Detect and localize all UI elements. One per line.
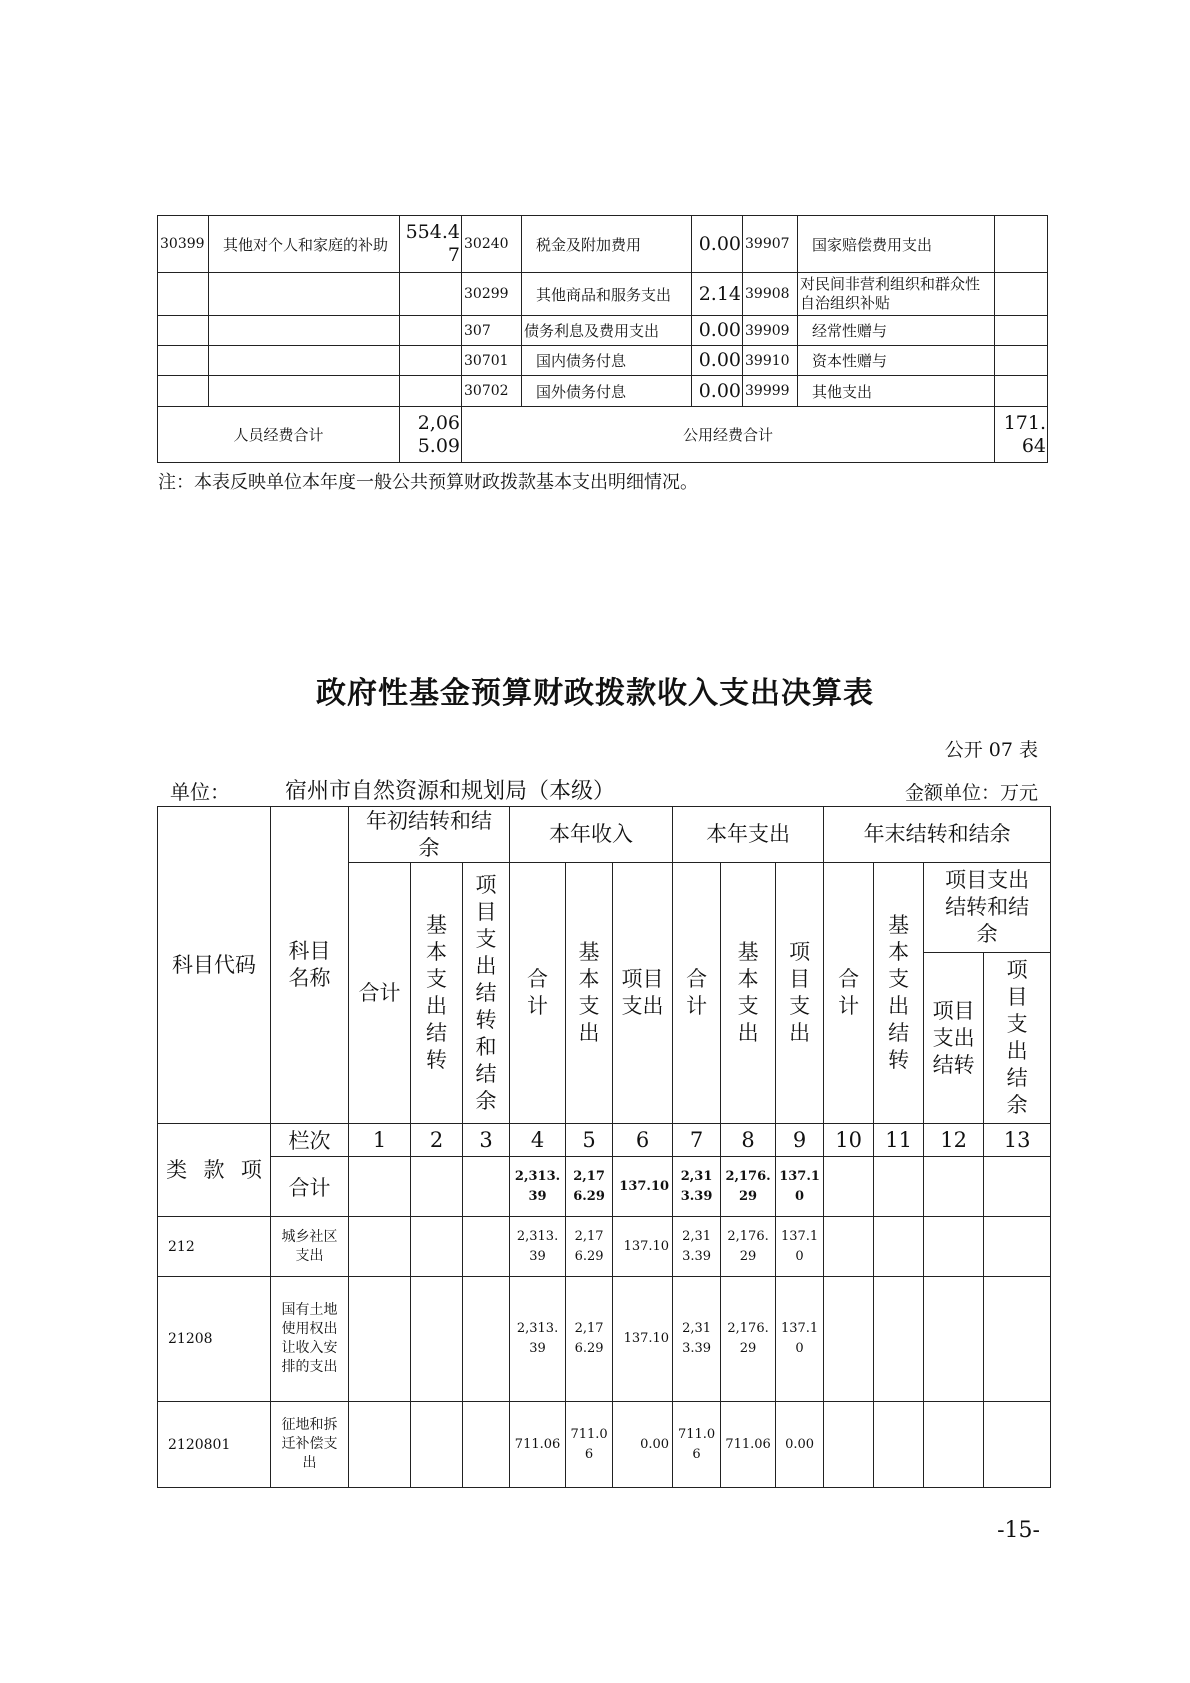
column-number: 6 (613, 1124, 673, 1157)
table-cell: 2,313.39 (510, 1277, 566, 1402)
table-cell: 137.10 (613, 1217, 673, 1277)
table-cell: 2,176.29 (566, 1277, 613, 1402)
econ-name: 国外债务付息 (522, 376, 692, 407)
header-row (158, 807, 1051, 863)
table-cell (924, 1402, 984, 1488)
page-number: -15- (997, 1518, 1040, 1543)
amount (995, 273, 1048, 316)
econ-name (209, 273, 400, 316)
income-header: 本年收入 (510, 807, 673, 863)
table-cell: 137.10 (613, 1277, 673, 1402)
amount: 0.00 (692, 346, 743, 376)
subject-name-header: 科目名称 (271, 807, 349, 1124)
fund-budget-table (157, 806, 1051, 1488)
table-cell (411, 1277, 463, 1402)
table-cell: 711.06 (673, 1402, 721, 1488)
econ-code: 307 (462, 316, 522, 346)
total-cell (411, 1157, 463, 1217)
total-cell: 2,313.39 (510, 1157, 566, 1217)
xiang-label: 项 (240, 1157, 262, 1182)
econ-name: 其他商品和服务支出 (522, 273, 692, 316)
econ-name: 资本性赠与 (798, 346, 995, 376)
table-row (158, 1402, 1051, 1488)
personnel-total-value: 2,065.09 (400, 407, 462, 463)
public-total-value: 171.64 (995, 407, 1048, 463)
column-number-row (158, 1124, 1051, 1157)
econ-name (209, 346, 400, 376)
end-project-balance-header: 项目支出结余 (984, 953, 1051, 1124)
column-number: 8 (721, 1124, 776, 1157)
table-cell (411, 1217, 463, 1277)
personnel-total-label: 人员经费合计 (158, 407, 400, 463)
column-number: 5 (566, 1124, 613, 1157)
table-cell: 2,313.39 (673, 1217, 721, 1277)
table-cell: 2,313.39 (673, 1277, 721, 1402)
table-cell (824, 1402, 874, 1488)
subject-code-header: 科目代码 (158, 807, 271, 1124)
lei-label: 类 (166, 1157, 188, 1182)
econ-name: 债务利息及费用支出 (522, 316, 692, 346)
econ-name: 经常性赠与 (798, 316, 995, 346)
begin-balance-header: 年初结转和结余 (349, 807, 510, 863)
table-cell: 2,313.39 (510, 1217, 566, 1277)
total-cell (874, 1157, 924, 1217)
row-code: 21208 (158, 1277, 271, 1402)
table-cell: 711.06 (566, 1402, 613, 1488)
table-cell (463, 1402, 510, 1488)
row-code: 2120801 (158, 1402, 271, 1488)
row-code: 212 (158, 1217, 271, 1277)
table-row (158, 346, 1048, 376)
amount: 2.14 (692, 273, 743, 316)
econ-code: 30299 (462, 273, 522, 316)
row-name: 城乡社区支出 (271, 1217, 349, 1277)
amount (400, 316, 462, 346)
unit-label: 单位： (170, 780, 230, 804)
kuan-label: 款 (203, 1157, 225, 1182)
column-number: 9 (776, 1124, 824, 1157)
econ-code (158, 316, 209, 346)
econ-code: 30240 (462, 216, 522, 273)
econ-name (209, 316, 400, 346)
column-number: 11 (874, 1124, 924, 1157)
table-cell (874, 1402, 924, 1488)
table-cell: 2,176.29 (721, 1277, 776, 1402)
econ-name: 其他支出 (798, 376, 995, 407)
column-number: 12 (924, 1124, 984, 1157)
expense-project-header: 项目支出 (776, 863, 824, 1124)
amount (400, 273, 462, 316)
column-number: 10 (824, 1124, 874, 1157)
expense-total-header: 合计 (673, 863, 721, 1124)
table-cell: 0.00 (776, 1402, 824, 1488)
total-cell (924, 1157, 984, 1217)
table-cell: 711.06 (721, 1402, 776, 1488)
unit-name: 宿州市自然资源和规划局（本级） (285, 779, 616, 804)
econ-name: 税金及附加费用 (522, 216, 692, 273)
table-cell: 2,176.29 (566, 1217, 613, 1277)
amount (995, 346, 1048, 376)
end-project-carry-header: 项目支出结转 (924, 953, 984, 1124)
begin-basic-carry-header: 基本支出结转 (411, 863, 463, 1124)
table-row (158, 316, 1048, 346)
table-cell: 0.00 (613, 1402, 673, 1488)
total-cell (349, 1157, 411, 1217)
table-cell: 137.10 (776, 1217, 824, 1277)
table-cell (349, 1402, 411, 1488)
begin-total-header: 合计 (349, 863, 411, 1124)
table-cell (874, 1277, 924, 1402)
page-title: 政府性基金预算财政拨款收入支出决算表 (316, 676, 874, 711)
income-total-header: 合计 (510, 863, 566, 1124)
econ-code: 39908 (743, 273, 798, 316)
total-cell: 137.10 (776, 1157, 824, 1217)
end-balance-header: 年末结转和结余 (824, 807, 1051, 863)
total-cell: 2,313.39 (673, 1157, 721, 1217)
total-cell: 137.10 (613, 1157, 673, 1217)
table-row (158, 1277, 1051, 1402)
econ-code (158, 346, 209, 376)
column-number: 4 (510, 1124, 566, 1157)
econ-name: 国家赔偿费用支出 (798, 216, 995, 273)
expense-basic-header: 基本支出 (721, 863, 776, 1124)
total-cell: 2,176.29 (721, 1157, 776, 1217)
table-cell (984, 1217, 1051, 1277)
money-unit: 金额单位：万元 (904, 782, 1038, 804)
total-row (158, 1157, 1051, 1217)
econ-name: 对民间非营利组织和群众性自治组织补贴 (798, 273, 995, 316)
income-project-header: 项目支出 (613, 863, 673, 1124)
table-cell: 137.10 (776, 1277, 824, 1402)
amount: 0.00 (692, 216, 743, 273)
column-number: 3 (463, 1124, 510, 1157)
total-cell: 2,176.29 (566, 1157, 613, 1217)
econ-code (158, 273, 209, 316)
column-number: 1 (349, 1124, 411, 1157)
table-cell: 711.06 (510, 1402, 566, 1488)
amount (995, 316, 1048, 346)
total-cell (824, 1157, 874, 1217)
table-cell (824, 1217, 874, 1277)
column-number: 2 (411, 1124, 463, 1157)
table-cell (824, 1277, 874, 1402)
lei-kuan-xiang-cell (158, 1124, 271, 1217)
total-cell (463, 1157, 510, 1217)
econ-code: 39907 (743, 216, 798, 273)
econ-name (209, 376, 400, 407)
table-row (158, 1217, 1051, 1277)
total-row-label: 合计 (271, 1157, 349, 1217)
table-cell (349, 1217, 411, 1277)
econ-code: 39999 (743, 376, 798, 407)
amount (995, 216, 1048, 273)
econ-name: 国内债务付息 (522, 346, 692, 376)
econ-name: 其他对个人和家庭的补助 (209, 216, 400, 273)
table-row (158, 273, 1048, 316)
table-cell (984, 1402, 1051, 1488)
table-number: 公开 07 表 (944, 739, 1038, 761)
table-cell (463, 1217, 510, 1277)
income-basic-header: 基本支出 (566, 863, 613, 1124)
table-note: 注：本表反映单位本年度一般公共预算财政拨款基本支出明细情况。 (158, 472, 698, 493)
end-total-header: 合计 (824, 863, 874, 1124)
amount: 0.00 (692, 316, 743, 346)
econ-code: 39909 (743, 316, 798, 346)
table-cell (984, 1277, 1051, 1402)
basic-expense-detail-table (157, 215, 1048, 463)
table-cell (349, 1277, 411, 1402)
begin-project-carry-header: 项目支出结转和结余 (463, 863, 510, 1124)
econ-code: 30701 (462, 346, 522, 376)
public-total-label: 公用经费合计 (462, 407, 995, 463)
end-project-group-header: 项目支出结转和结余 (924, 863, 1051, 953)
amount (400, 346, 462, 376)
econ-code: 30399 (158, 216, 209, 273)
column-number: 13 (984, 1124, 1051, 1157)
column-number: 7 (673, 1124, 721, 1157)
totals-row (158, 407, 1048, 463)
amount: 0.00 (692, 376, 743, 407)
table-cell (874, 1217, 924, 1277)
table-cell (411, 1402, 463, 1488)
table-cell: 2,176.29 (721, 1217, 776, 1277)
total-cell (984, 1157, 1051, 1217)
column-number-label: 栏次 (271, 1124, 349, 1157)
table-cell (924, 1277, 984, 1402)
table-row (158, 376, 1048, 407)
table-row (158, 216, 1048, 273)
amount: 554.47 (400, 216, 462, 273)
row-name: 征地和拆迁补偿支出 (271, 1402, 349, 1488)
econ-code (158, 376, 209, 407)
table-cell (924, 1217, 984, 1277)
econ-code: 30702 (462, 376, 522, 407)
amount (995, 376, 1048, 407)
econ-code: 39910 (743, 346, 798, 376)
expense-header: 本年支出 (673, 807, 824, 863)
end-basic-carry-header: 基本支出结转 (874, 863, 924, 1124)
row-name: 国有土地使用权出让收入安排的支出 (271, 1277, 349, 1402)
amount (400, 376, 462, 407)
table-cell (463, 1277, 510, 1402)
